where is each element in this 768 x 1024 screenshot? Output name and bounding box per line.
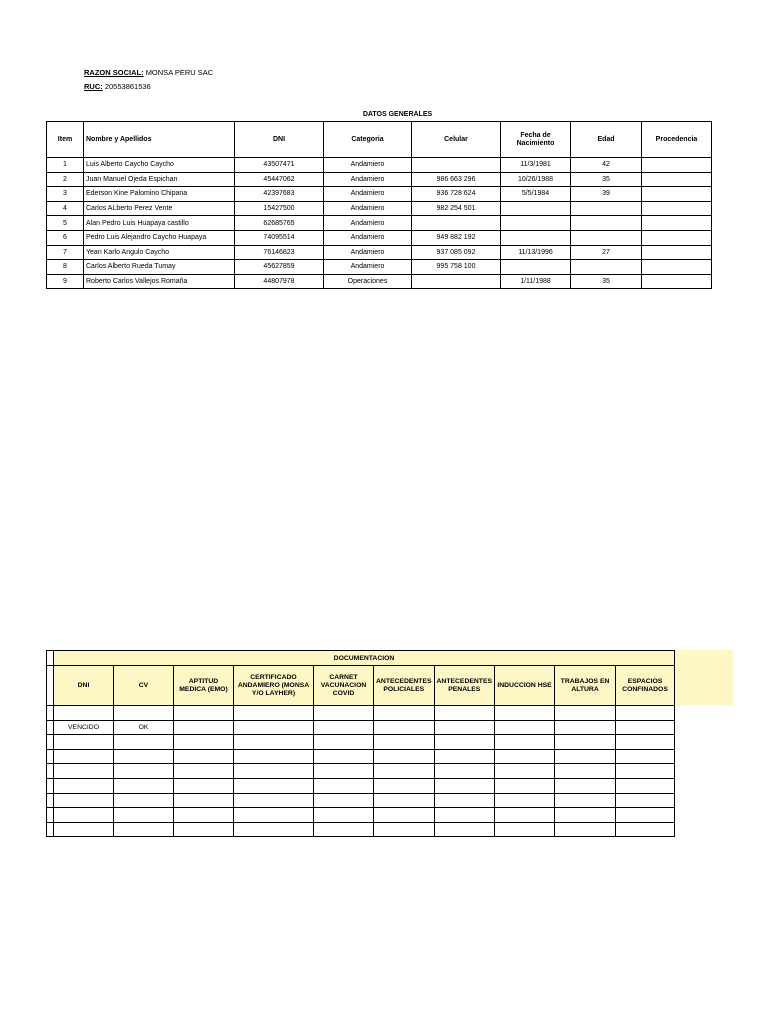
table-row	[47, 808, 675, 823]
documentation-cell	[174, 735, 234, 750]
documentation-cell	[616, 720, 675, 735]
documentation-cell: VENCIDO	[54, 720, 114, 735]
documentation-cell	[54, 822, 114, 837]
documentation-cell	[234, 778, 314, 793]
documentation-cell	[495, 778, 555, 793]
general-title-row	[47, 107, 712, 122]
general-cell: 995 758 100	[412, 260, 501, 275]
general-header-row	[47, 122, 712, 158]
documentation-cell	[234, 749, 314, 764]
documentation-cell	[616, 808, 675, 823]
documentation-cell	[434, 749, 495, 764]
general-cell: 949 882 192	[412, 230, 501, 245]
documentation-cell	[616, 822, 675, 837]
documentation-cell	[174, 706, 234, 721]
documentation-cell	[616, 706, 675, 721]
documentation-cell	[495, 720, 555, 735]
general-data-table	[46, 107, 712, 289]
documentation-cell	[114, 735, 174, 750]
table-row	[47, 260, 712, 275]
documentation-cell	[555, 735, 616, 750]
general-header-2: DNI	[235, 122, 324, 158]
general-cell	[501, 216, 571, 231]
documentation-cell	[555, 720, 616, 735]
general-cell	[501, 260, 571, 275]
general-cell: 10/26/1988	[501, 172, 571, 187]
general-cell: Andamiero	[324, 216, 412, 231]
documentation-cell	[495, 808, 555, 823]
general-cell: Andamiero	[324, 172, 412, 187]
general-cell: Andamiero	[324, 260, 412, 275]
documentation-header-7: INDUCCION HSE	[495, 666, 555, 706]
documentation-cell	[616, 749, 675, 764]
documentation-cell	[374, 706, 435, 721]
documentation-cell	[234, 822, 314, 837]
general-cell: 43507471	[235, 158, 324, 173]
table-row	[47, 735, 675, 750]
documentation-cell	[54, 735, 114, 750]
documentation-cell	[495, 749, 555, 764]
general-cell	[501, 201, 571, 216]
documentation-cell	[495, 735, 555, 750]
table-row	[47, 216, 712, 231]
documentation-header-8: TRABAJOS EN ALTURA	[555, 666, 616, 706]
general-header-0: Item	[47, 122, 84, 158]
documentation-cell	[616, 778, 675, 793]
general-cell: 42	[571, 158, 642, 173]
general-cell: Carlos ALberto Perez Vente	[84, 201, 235, 216]
general-cell: 11/13/1996	[501, 245, 571, 260]
general-cell	[412, 158, 501, 173]
general-header-5: Fecha de Nacimiento	[501, 122, 571, 158]
documentation-cell	[314, 735, 374, 750]
general-header-6: Edad	[571, 122, 642, 158]
ruc-value: 20553861536	[104, 82, 151, 91]
general-cell	[501, 230, 571, 245]
table-row	[47, 201, 712, 216]
documentation-cell	[495, 764, 555, 779]
documentation-header-1: CV	[114, 666, 174, 706]
general-cell: 45627859	[235, 260, 324, 275]
documentation-cell	[495, 822, 555, 837]
razon-social-label: RAZON SOCIAL:	[84, 68, 144, 77]
razon-social-line	[84, 66, 213, 80]
general-cell	[642, 201, 712, 216]
documentation-header-5: ANTECEDENTES POLICIALES	[374, 666, 435, 706]
general-cell: 2	[47, 172, 84, 187]
documentation-cell	[114, 706, 174, 721]
general-cell: 5	[47, 216, 84, 231]
ruc-line	[84, 80, 213, 94]
razon-social-value: MONSA PERU SAC	[145, 68, 214, 77]
general-cell: 936 728 624	[412, 187, 501, 202]
general-cell: 9	[47, 274, 84, 289]
documentation-cell	[314, 764, 374, 779]
general-cell: 39	[571, 187, 642, 202]
general-header-4: Celular	[412, 122, 501, 158]
documentation-cell	[434, 706, 495, 721]
general-cell	[571, 216, 642, 231]
general-cell	[571, 260, 642, 275]
documentation-cell	[616, 735, 675, 750]
documentation-cell	[314, 720, 374, 735]
general-cell	[642, 260, 712, 275]
table-row	[47, 778, 675, 793]
documentation-cell	[434, 764, 495, 779]
general-cell: Carlos Alberto Rueda Tumay	[84, 260, 235, 275]
general-cell: Alan Pedro Luis Huapaya castillo	[84, 216, 235, 231]
table-row	[47, 706, 675, 721]
documentation-cell	[234, 735, 314, 750]
general-cell: 27	[571, 245, 642, 260]
documentation-cell	[374, 808, 435, 823]
documentation-cell	[616, 793, 675, 808]
documentation-cell	[314, 778, 374, 793]
general-cell	[571, 201, 642, 216]
general-cell: Ederson Kine Palomino Chipana	[84, 187, 235, 202]
documentation-cell	[434, 720, 495, 735]
documentation-cell	[234, 808, 314, 823]
documentation-cell	[555, 793, 616, 808]
table-row	[47, 172, 712, 187]
documentation-cell	[434, 822, 495, 837]
documentation-cell	[174, 720, 234, 735]
documentation-header-4: CARNET VACUNACION COVID	[314, 666, 374, 706]
documentation-cell	[174, 764, 234, 779]
general-cell	[642, 230, 712, 245]
general-cell: 44807978	[235, 274, 324, 289]
general-cell: 1/11/1988	[501, 274, 571, 289]
documentation-cell	[54, 793, 114, 808]
documentation-cell	[314, 706, 374, 721]
general-cell: 7	[47, 245, 84, 260]
documentation-cell	[374, 778, 435, 793]
table-row	[47, 158, 712, 173]
general-cell: Andamiero	[324, 201, 412, 216]
documentation-cell	[114, 778, 174, 793]
general-cell	[412, 274, 501, 289]
documentation-cell	[495, 706, 555, 721]
documentation-cell	[374, 793, 435, 808]
documentation-cell	[374, 720, 435, 735]
general-cell: 35	[571, 274, 642, 289]
general-cell: Andamiero	[324, 245, 412, 260]
general-header-7: Procedencia	[642, 122, 712, 158]
general-cell: 1	[47, 158, 84, 173]
documentation-cell	[374, 735, 435, 750]
general-title: DATOS GENERALES	[362, 110, 433, 118]
documentation-cell	[174, 822, 234, 837]
general-cell: 986 663 296	[412, 172, 501, 187]
general-cell: 982 254 501	[412, 201, 501, 216]
general-cell: 8	[47, 260, 84, 275]
table-row	[47, 245, 712, 260]
documentation-cell	[374, 764, 435, 779]
general-cell: 4	[47, 201, 84, 216]
documentation-cell	[54, 706, 114, 721]
documentation-cell	[314, 749, 374, 764]
general-cell: 11/3/1981	[501, 158, 571, 173]
general-cell: Roberto Carlos Vallejos Romaña	[84, 274, 235, 289]
general-cell	[642, 245, 712, 260]
documentation-cell	[374, 749, 435, 764]
documentation-cell	[174, 793, 234, 808]
documentation-cell	[114, 822, 174, 837]
table-row	[47, 749, 675, 764]
documentation-cell	[555, 778, 616, 793]
general-header-1: Nombre y Apellidos	[84, 122, 235, 158]
general-cell	[642, 187, 712, 202]
general-cell	[571, 230, 642, 245]
documentation-cell	[434, 808, 495, 823]
documentation-cell	[434, 735, 495, 750]
general-cell: 35	[571, 172, 642, 187]
documentation-cell	[234, 764, 314, 779]
documentation-cell	[54, 808, 114, 823]
table-row	[47, 720, 675, 735]
highlight-extension	[673, 650, 733, 705]
documentation-title-row	[47, 651, 675, 666]
general-cell: 937 085 092	[412, 245, 501, 260]
documentation-cell	[114, 749, 174, 764]
table-row	[47, 187, 712, 202]
documentation-cell	[174, 749, 234, 764]
table-row	[47, 274, 712, 289]
documentation-title: DOCUMENTACION	[54, 651, 675, 666]
general-cell: Luis Alberto Caycho Caycho	[84, 158, 235, 173]
general-cell: 74095514	[235, 230, 324, 245]
documentation-cell	[54, 764, 114, 779]
general-cell: Andamiero	[324, 187, 412, 202]
documentation-cell	[314, 822, 374, 837]
documentation-cell	[234, 706, 314, 721]
documentation-header-2: APTITUD MEDICA (EMO)	[174, 666, 234, 706]
documentation-cell	[374, 822, 435, 837]
documentation-cell	[54, 778, 114, 793]
documentation-cell	[616, 764, 675, 779]
table-row	[47, 822, 675, 837]
documentation-cell	[114, 764, 174, 779]
general-cell: Operaciones	[324, 274, 412, 289]
general-cell	[642, 216, 712, 231]
documentation-cell	[314, 808, 374, 823]
general-cell: Andamiero	[324, 230, 412, 245]
general-cell	[642, 274, 712, 289]
documentation-cell	[174, 778, 234, 793]
documentation-cell	[314, 793, 374, 808]
table-row	[47, 230, 712, 245]
general-cell: Juan Manuel Ojeda Espichan	[84, 172, 235, 187]
ruc-label: RUC:	[84, 82, 103, 91]
general-cell: Pedro Luis Alejandro Caycho Huapaya	[84, 230, 235, 245]
documentation-header-9: ESPACIOS CONFINADOS	[616, 666, 675, 706]
documentation-cell: OK	[114, 720, 174, 735]
general-cell: 3	[47, 187, 84, 202]
general-cell	[642, 158, 712, 173]
documentation-cell	[555, 822, 616, 837]
table-row	[47, 764, 675, 779]
general-cell: 62685765	[235, 216, 324, 231]
documentation-cell	[54, 749, 114, 764]
general-header-3: Categoria	[324, 122, 412, 158]
general-cell: Andamiero	[324, 158, 412, 173]
general-cell: 5/5/1984	[501, 187, 571, 202]
documentation-cell	[434, 793, 495, 808]
documentation-header-3: CERTIFICADO ANDAMIERO (MONSA Y/O LAYHER)	[234, 666, 314, 706]
general-cell: 45447062	[235, 172, 324, 187]
general-cell: Yean Karlo Angulo Caycho	[84, 245, 235, 260]
general-cell: 42397683	[235, 187, 324, 202]
documentation-cell	[555, 808, 616, 823]
documentation-cell	[555, 764, 616, 779]
documentation-cell	[234, 720, 314, 735]
general-cell	[642, 172, 712, 187]
documentation-cell	[174, 808, 234, 823]
general-cell: 15427500	[235, 201, 324, 216]
documentation-cell	[434, 778, 495, 793]
documentation-cell	[555, 706, 616, 721]
documentation-cell	[114, 808, 174, 823]
general-cell: 76146823	[235, 245, 324, 260]
documentation-cell	[114, 793, 174, 808]
table-row	[47, 793, 675, 808]
general-cell: 6	[47, 230, 84, 245]
documentation-table	[46, 650, 675, 837]
documentation-header-0: DNI	[54, 666, 114, 706]
general-cell	[412, 216, 501, 231]
company-info	[84, 66, 213, 94]
documentation-header-row	[47, 666, 675, 706]
documentation-cell	[555, 749, 616, 764]
documentation-cell	[495, 793, 555, 808]
documentation-header-6: ANTECEDENTES PENALES	[434, 666, 495, 706]
documentation-cell	[234, 793, 314, 808]
